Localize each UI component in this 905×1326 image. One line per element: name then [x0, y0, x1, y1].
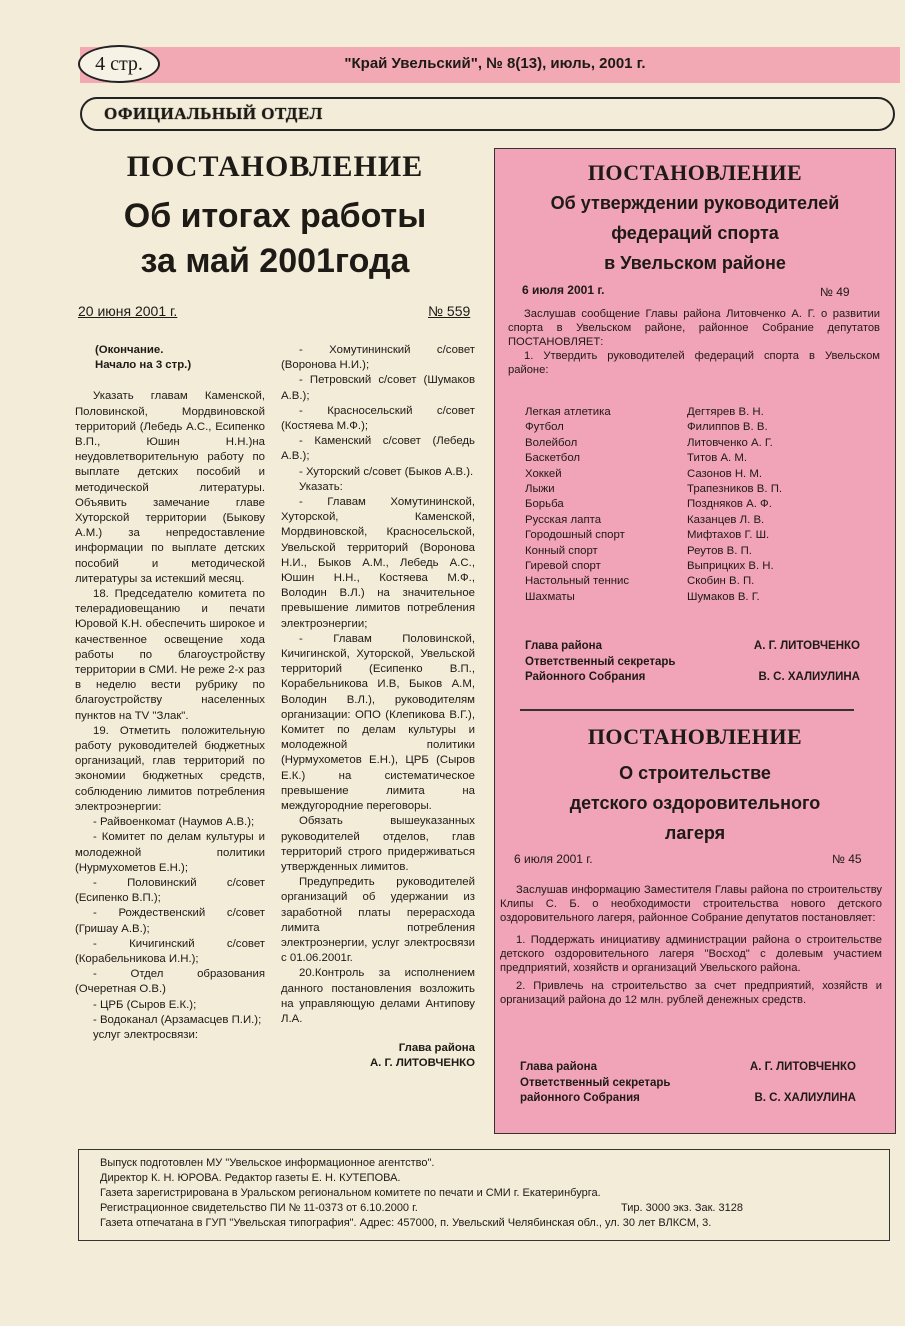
title-line: федераций спорта: [611, 223, 779, 243]
right-decree-1-title: [497, 188, 893, 278]
paragraph: 18. Председателю комитета по телерадиовещанию и печати Юровой К.Н. обеспечить широкое и качественное освещение хода работы по благоустройству территории в СМИ. Не реже 2-х раз в неделю вести рубрику по благоустройству населенных пунктов на TV "Злак".: [75, 588, 265, 722]
signature-title: Районного Собрания: [525, 671, 646, 684]
sport-row: [525, 467, 845, 482]
sport-name: Русская лапта: [525, 513, 602, 526]
paragraph: - Главам Половинской, Кичигинской, Хуторской, Увельской территорий (Есипенко В.П., Корабельникова И.В, Быков А.М, Володин В.Л.), руководителям организации: ОПО (Клепикова В.Г.), Комитет по делам культуры и молодежной политики (Нурмухометов Е.Н.), ЦРБ (Сыров Е.К.) на систематическое превышение лимита на междугородние переговоры.: [281, 632, 475, 813]
sport-row: [525, 574, 845, 589]
right-decree-1-date: 6 июля 2001 г.: [522, 283, 605, 297]
list-item: - Хуторский с/совет (Быков А.В.).: [299, 465, 474, 478]
federation-head: Шумаков В. Г.: [687, 590, 760, 603]
right-decree-2-number: № 45: [832, 852, 862, 866]
sport-name: Легкая атлетика: [525, 406, 611, 418]
sport-row: [525, 559, 845, 574]
signature-title: Глава района: [398, 1042, 475, 1055]
federation-head: Литовченко А. Г.: [687, 436, 773, 449]
list-item: - Кичигинский с/совет (Корабельникова И.Н.);: [75, 937, 265, 965]
masthead: "Край Увельский", № 8(13), июль, 2001 г.: [344, 55, 646, 72]
federation-head: Выприцких В. Н.: [687, 560, 774, 573]
paragraph: 1. Поддержать инициативу администрации района о строительстве детского оздоровительного лагеря "Восход" с долевым участием предприятий, хозяйств и организаций Увельского района.: [500, 934, 882, 974]
left-decree-title-line2: за май 2001года: [140, 242, 410, 280]
sport-name: Баскетбол: [525, 452, 581, 465]
left-decree-date: 20 июня 2001 г.: [78, 303, 178, 319]
signature-title: Глава района: [525, 640, 603, 652]
paragraph: 2. Привлечь на строительство за счет предприятий, хозяйств и организаций района до 12 млн. рублей денежных средств.: [500, 980, 882, 1006]
left-decree-title-line1: Об итогах работы: [123, 197, 427, 235]
imprint-line: Директор К. Н. ЮРОВА. Редактор газеты Е. Н. КУТЕПОВА.: [100, 1172, 401, 1184]
sport-row: [525, 513, 845, 528]
sport-row: [525, 405, 845, 420]
federation-head: Казанцев Л. В.: [687, 513, 765, 526]
sport-row: [525, 451, 845, 466]
federation-head: Трапезников В. П.: [687, 483, 783, 496]
sport-name: Городошный спорт: [525, 529, 625, 542]
list-item: - Каменский с/совет (Лебедь А.В.);: [281, 435, 475, 463]
imprint: [100, 1156, 870, 1231]
signature-name: А. Г. ЛИТОВЧЕНКО: [749, 1061, 856, 1073]
title-line: в Увельском районе: [604, 253, 786, 273]
sport-name: Гиревой спорт: [525, 560, 601, 573]
signature-name: В. С. ХАЛИУЛИНА: [754, 1092, 856, 1105]
paragraph: Обязать вышеуказанных руководителей отделов, глав территорий строго придерживаться утвержденных лимитов.: [281, 815, 475, 873]
imprint-line: Газета зарегистрирована в Уральском региональном комитете по печати и СМИ г. Екатеринбурга.: [100, 1187, 601, 1199]
list-item: - ЦРБ (Сыров Е.К.);: [93, 998, 197, 1011]
list-item: - Половинский с/совет (Есипенко В.П.);: [75, 876, 265, 905]
sport-row: [525, 497, 845, 512]
left-decree-column-1: [75, 343, 265, 1043]
paragraph: Заслушав сообщение Главы района Литовченко А. Г. о развитии спорта в Увельском районе, районное Собрание депутатов ПОСТАНОВЛЯЕТ:: [508, 308, 880, 348]
continuation-note: Начало на 3 стр.): [95, 359, 192, 372]
paragraph: 19. Отметить положительную работу руководителей бюджетных организаций, глав территорий по экономии бюджетных средств, соблюдению лимитов потребления электроэнергии:: [75, 724, 265, 813]
sport-row: [525, 528, 845, 543]
list-item: - Райвоенкомат (Наумов А.В.);: [93, 816, 255, 829]
federation-head: Мифтахов Г. Ш.: [687, 529, 770, 542]
title-line: лагеря: [664, 823, 726, 843]
right-decree-2-title: [497, 758, 893, 848]
sport-name: Лыжи: [525, 483, 555, 496]
sport-row: [525, 420, 845, 435]
right-decree-1-number: № 49: [820, 285, 850, 299]
sport-row: [525, 590, 845, 605]
list-item: - Петровский с/совет (Шумаков А.В.);: [281, 374, 475, 402]
federation-head: Скобин В. П.: [687, 575, 755, 588]
imprint-line: Газета отпечатана в ГУП "Увельская типография". Адрес: 457000, п. Увельский Челябинская обл., ул. 30 лет ВЛКСМ, 3.: [100, 1217, 712, 1229]
list-item: услуг электросвязи:: [93, 1028, 199, 1041]
title-line: Об утверждении руководителей: [550, 193, 840, 213]
right-decree-1-signatures: [525, 639, 860, 686]
sport-row: [525, 436, 845, 451]
title-line: О строительстве: [619, 763, 771, 783]
right-decree-2-signatures: [520, 1060, 856, 1107]
left-decree-number: № 559: [428, 303, 471, 319]
federation-head: Дегтярев В. Н.: [687, 406, 764, 418]
right-decree-1-body: [508, 307, 880, 377]
page-number: 4 стр.: [78, 45, 160, 83]
paragraph: - Главам Хомутининской, Хуторской, Каменской, Мордвиновской, Красносельской, Увельской территорий (Воронова Н.И., Быков А.М., Лебедь А.С., Юшин Н.Н., Костяева М.Ф., Володин В.Л.) на значительное превышение лимитов потребления электроэнергии;: [281, 496, 475, 630]
federation-head: Сазонов Н. М.: [687, 467, 763, 480]
list-item: - Водоканал (Арзамасцев П.И.);: [93, 1013, 262, 1026]
federation-head: Поздняков А. Ф.: [687, 498, 772, 511]
title-line: детского оздоровительного: [569, 793, 821, 813]
circulation: Тир. 3000 экз. Зак. 3128: [621, 1202, 743, 1214]
federation-head: Филиппов В. В.: [687, 421, 768, 434]
paragraph: 1. Утвердить руководителей федераций спорта в Увельском районе:: [508, 350, 880, 376]
list-item: - Хомутининский с/совет (Воронова Н.И.);: [281, 344, 475, 372]
signature-title: районного Собрания: [520, 1092, 640, 1105]
signature-title: Ответственный секретарь: [525, 655, 676, 668]
list-item: - Отдел образования (Очеретная О.В.): [75, 968, 265, 996]
federation-head: Реутов В. П.: [687, 544, 752, 557]
list-item: - Рождественский с/совет (Гришау А.В.);: [75, 907, 265, 935]
paragraph: Предупредить руководителей организаций об удержании из заработной платы перерасхода лимита потребления электроэнергии, услуг электросвязи с 01.06.2001г.: [281, 876, 475, 965]
sport-row: [525, 544, 845, 559]
right-decree-2-heading: ПОСТАНОВЛЕНИЕ: [587, 724, 803, 749]
registration: Регистрационное свидетельство ПИ № 11-0373 от 6.10.2000 г.: [100, 1202, 418, 1214]
signature-name: А. Г. ЛИТОВЧЕНКО: [369, 1057, 475, 1070]
sport-name: Настольный теннис: [525, 575, 630, 588]
signature-title: Глава района: [520, 1061, 598, 1073]
signature-name: А. Г. ЛИТОВЧЕНКО: [753, 640, 860, 652]
left-decree-column-2: [281, 343, 475, 1072]
list-item: - Комитет по делам культуры и молодежной политики (Нурмухометов Е.Н.);: [75, 831, 265, 874]
paragraph: Указать главам Каменской, Половинской, Мордвиновской территорий (Лебедь А.С., Есипенко В.П., Юшин Н.Н.)на неудовлетворительную работу по выплате детских пособий и методической литературы. Объявить замечание главе Хуторской территории (Быкову А.М.) за непредоставление информации по выплате детских пособий и методической литературы за истекший месяц.: [75, 390, 265, 585]
sports-federation-list: [525, 405, 845, 605]
sport-name: Футбол: [525, 421, 564, 434]
divider: [520, 709, 854, 711]
sport-name: Конный спорт: [525, 544, 598, 557]
right-decree-1-heading: ПОСТАНОВЛЕНИЕ: [587, 160, 803, 185]
imprint-line: Выпуск подготовлен МУ "Увельское информационное агентство".: [100, 1157, 435, 1169]
paragraph: Заслушав информацию Заместителя Главы района по строительству Клипы С. Б. о необходимости строительства нового детского оздоровительного лагеря, районное Собрание депутатов постановляет:: [500, 884, 882, 924]
sport-name: Хоккей: [525, 467, 562, 480]
left-decree-heading: ПОСТАНОВЛЕНИЕ: [126, 150, 424, 183]
imprint-line: [100, 1201, 870, 1216]
sport-row: [525, 482, 845, 497]
sport-name: Борьба: [525, 498, 564, 511]
continuation-note: (Окончание.: [95, 344, 164, 356]
paragraph: Указать:: [299, 480, 343, 493]
federation-head: Титов А. М.: [687, 452, 748, 465]
signature-name: В. С. ХАЛИУЛИНА: [758, 671, 860, 684]
section-title: ОФИЦИАЛЬНЫЙ ОТДЕЛ: [104, 104, 323, 123]
sport-name: Шахматы: [525, 590, 575, 603]
list-item: - Красносельский с/совет (Костяева М.Ф.);: [281, 404, 475, 433]
right-decree-2-date: 6 июля 2001 г.: [514, 852, 593, 866]
signature-title: Ответственный секретарь: [520, 1076, 671, 1089]
sport-name: Волейбол: [525, 436, 578, 449]
paragraph: 20.Контроль за исполнением данного постановления возложить на управляющую делами Антипову Л.А.: [281, 967, 475, 1025]
right-decree-2-body: [500, 883, 882, 1007]
